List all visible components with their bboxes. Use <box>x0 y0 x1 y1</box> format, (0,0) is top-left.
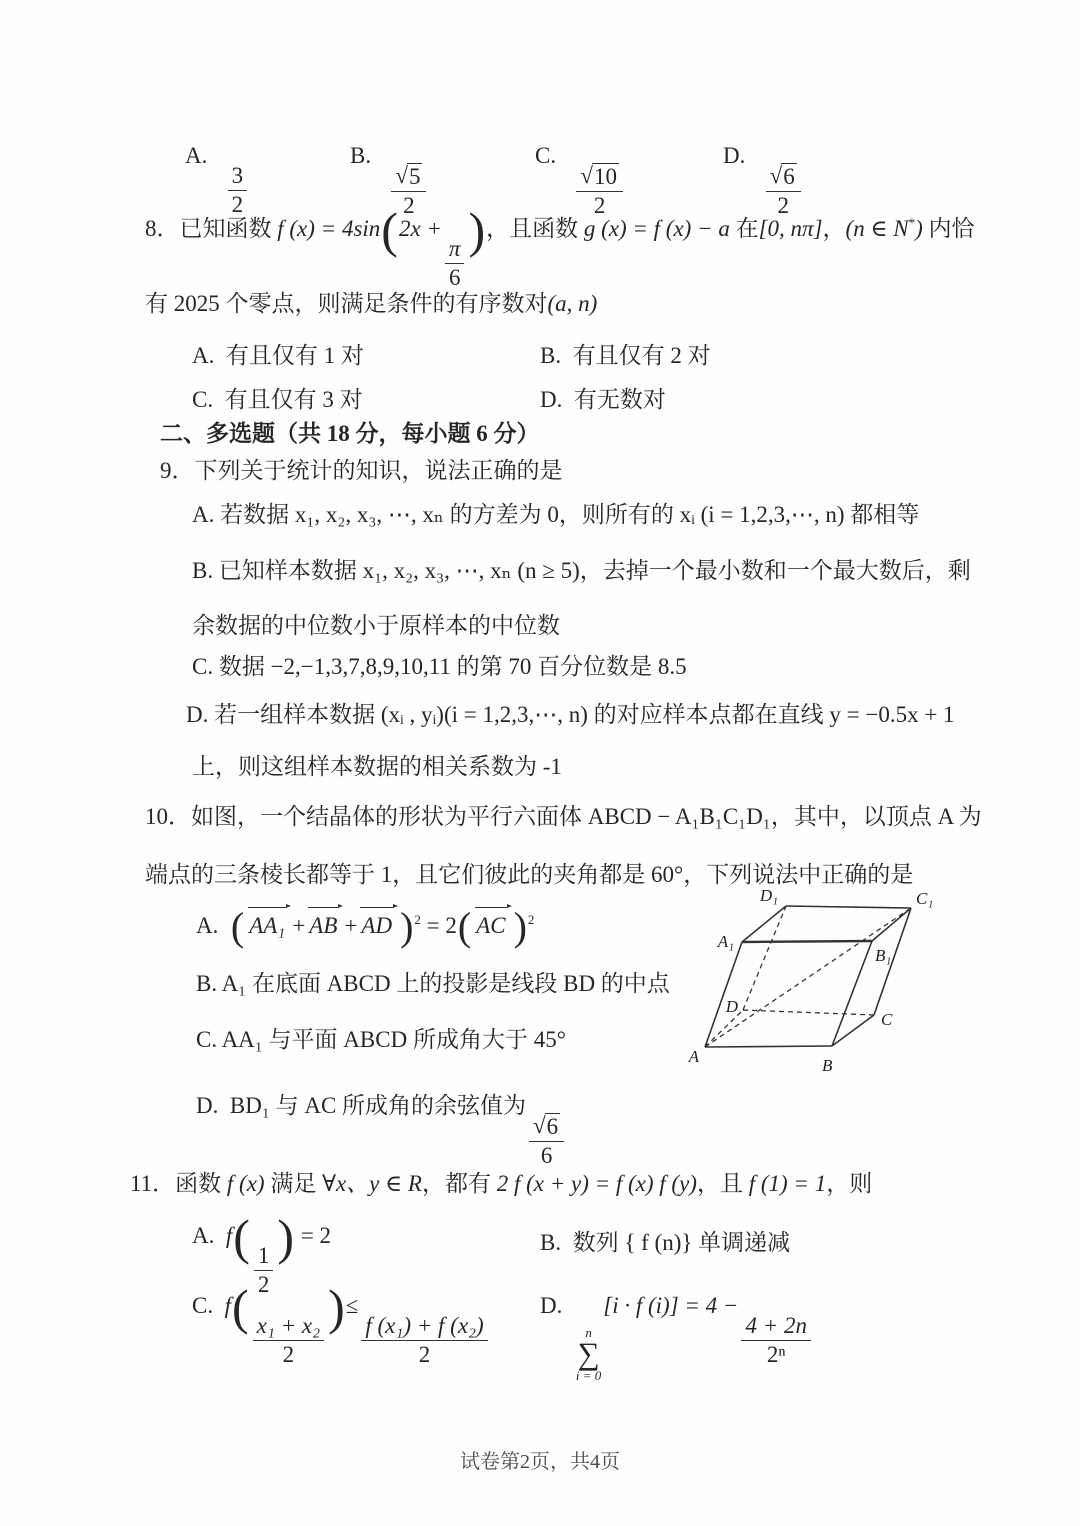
big-paren-close: ) <box>277 1209 295 1265</box>
option-label: D. <box>196 1093 219 1118</box>
q8-stem-line2: 有 2025 个零点，则满足条件的有序数对(a, n) <box>145 291 598 316</box>
option-label: A. <box>196 913 219 938</box>
vertex-label-A: A <box>688 1047 699 1066</box>
vertex-label-D1: D₁ <box>759 886 778 905</box>
option-label: D. <box>540 387 563 412</box>
big-paren-open: ( <box>457 903 472 949</box>
big-paren-open: ( <box>233 1209 250 1265</box>
option-label: D. <box>723 143 746 168</box>
big-paren-close: ) <box>400 903 414 949</box>
sqrt-sign: √ <box>580 162 593 188</box>
leq-sign: ≤ <box>345 1293 359 1318</box>
option-label: C. <box>192 1293 214 1318</box>
q10-option-d: D. BD₁ 与 AC 所成角的余弦值为 √ 6 6 <box>196 1090 567 1169</box>
option-label: B. <box>540 343 562 368</box>
q7-option-d <box>723 140 804 219</box>
q9-option-d-line1: D. 若一组样本数据 (xᵢ , yᵢ)(i = 1,2,3,⋯, n) 的对应样本点都在直线 y = −0.5x + 1 <box>186 702 955 727</box>
vertex-label-C1: C₁ <box>916 889 934 908</box>
vertex-label-B1: B₁ <box>875 946 892 965</box>
option-label: C. <box>192 387 214 412</box>
vector-AB: AB <box>308 908 341 941</box>
q7-option-c <box>535 140 626 219</box>
fraction: $\frac{4 + 2n}{\text{2ⁿ}}$ <box>741 1313 811 1369</box>
big-paren-open: ( <box>230 903 245 949</box>
q10-option-b: B. A₁ 在底面 ABCD 上的投影是线段 BD 的中点 <box>196 971 670 996</box>
vector-AA1: AA₁ <box>248 908 289 941</box>
vector-AD: AD <box>360 908 396 941</box>
q10-stem-line2: 端点的三条棱长都等于 1，且它们彼此的夹角都是 60°，下列说法中正确的是 <box>145 862 914 887</box>
sqrt-sign: √ <box>395 162 408 188</box>
summation: n ∑ i = 0 <box>575 1325 602 1383</box>
sqrt-sign: √ <box>769 162 783 188</box>
section-header-multi-choice: 二、多选题（共 18 分，每小题 6 分） <box>160 421 540 446</box>
page-footer: 试卷第2页，共4页 <box>460 1451 620 1473</box>
big-paren-open: ( <box>231 1279 249 1335</box>
q11-stem: 11．函数 f (x) 满足 ∀x、y ∈ R，都有 2 f (x + y) = f (x) f (y)，且 f (1) = 1，则 <box>130 1171 873 1196</box>
q8-option-c: C. 有且仅有 3 对 <box>192 387 363 412</box>
big-paren-close: ) <box>513 903 527 949</box>
q7-option-a <box>185 140 250 218</box>
fraction: $\frac{1}{2}$ <box>254 1243 274 1299</box>
q11-option-c: C. f( $\frac{\text{x₁ + x₂}}{2}$ )≤ $\frac{\text{f (x₁) + f (x₂)}}{2}$ <box>192 1290 491 1368</box>
q11-option-d: D. n ∑ i = 0 [i · f (i)] = 4 − $\frac{4 + 2n}{\text{2ⁿ}}$ <box>540 1290 814 1382</box>
fraction: $\frac{3}{2}$ <box>228 163 248 219</box>
option-label: A. <box>185 143 208 168</box>
q10-option-c: C. AA₁ 与平面 ABCD 所成角大于 45° <box>196 1027 566 1052</box>
big-paren-close: ) <box>468 202 486 258</box>
sqrt-sign: √ <box>533 1112 546 1138</box>
q10-stem-line1: 10．如图，一个结晶体的形状为平行六面体 ABCD − A₁B₁C₁D₁，其中，以顶点 A 为 <box>145 804 982 829</box>
q9-option-a: A. 若数据 x₁, x₂, x₃, ⋯, xₙ 的方差为 0，则所有的 xᵢ (i = 1,2,3,⋯, n) 都相等 <box>192 502 920 527</box>
fraction: $\frac{\text{x₁ + x₂}}{2}$ <box>253 1313 324 1369</box>
vertex-label-D: D <box>725 997 738 1016</box>
option-label: A. <box>192 1223 215 1248</box>
q8-option-d: D. 有无数对 <box>540 387 666 412</box>
q10-option-a: A. ( AA₁ + AB + AD )$^2$ = 2( AC )$^2$ <box>196 903 535 949</box>
q11-option-a: A. f( $\frac{1}{2}$ ) = 2 <box>192 1209 332 1297</box>
q9-option-d-line2: 上，则这组样本数据的相关系数为 -1 <box>192 754 562 779</box>
q9-stem: 9．下列关于统计的知识，说法正确的是 <box>160 458 563 483</box>
option-label: C. <box>535 143 557 168</box>
fraction: √ 5 2 <box>391 163 426 220</box>
fraction: √ 6 2 <box>766 163 801 220</box>
fraction: $\frac{\text{f (x₁) + f (x₂)}}{2}$ <box>361 1313 487 1369</box>
fraction: √ 10 2 <box>576 163 623 220</box>
q9-option-b-line1: B. 已知样本数据 x₁, x₂, x₃, ⋯, xₙ (n ≥ 5)，去掉一个最小数和一个最大数后，剩 <box>192 558 971 583</box>
option-label: B. <box>350 143 372 168</box>
fraction: √ 6 6 <box>529 1113 564 1170</box>
vertex-label-C: C <box>881 1010 893 1029</box>
vertex-label-B: B <box>822 1056 833 1075</box>
vertex-label-A1: A₁ <box>717 932 734 951</box>
q9-option-b-line2: 余数据的中位数小于原样本的中位数 <box>192 613 560 638</box>
q9-option-c: C. 数据 −2,−1,3,7,8,9,10,11 的第 70 百分位数是 8.5 <box>192 654 687 679</box>
q8-stem-line1: 8．已知函数 f (x) = 4sin(2x + $\frac{\pi}{6}$ )，且函数 g (x) = f (x) − a 在[0, nπ]，(n ∈ N*) 内恰 <box>145 202 975 290</box>
sigma-sign: ∑ <box>577 1336 600 1372</box>
parallelepiped-figure <box>672 884 972 1079</box>
option-label: B. <box>540 1230 562 1255</box>
big-paren-open: ( <box>381 202 398 258</box>
q11-option-b: B. 数列 { f (n)} 单调递减 <box>540 1230 791 1255</box>
q8-option-b: B. 有且仅有 2 对 <box>540 343 711 368</box>
option-label: A. <box>192 343 215 368</box>
vector-AC: AC <box>475 908 509 941</box>
fraction: $\frac{\pi}{6}$ <box>445 236 465 292</box>
q8-option-a: A. 有且仅有 1 对 <box>192 343 364 368</box>
option-label: D. <box>540 1293 563 1318</box>
big-paren-close: ) <box>328 1279 345 1335</box>
